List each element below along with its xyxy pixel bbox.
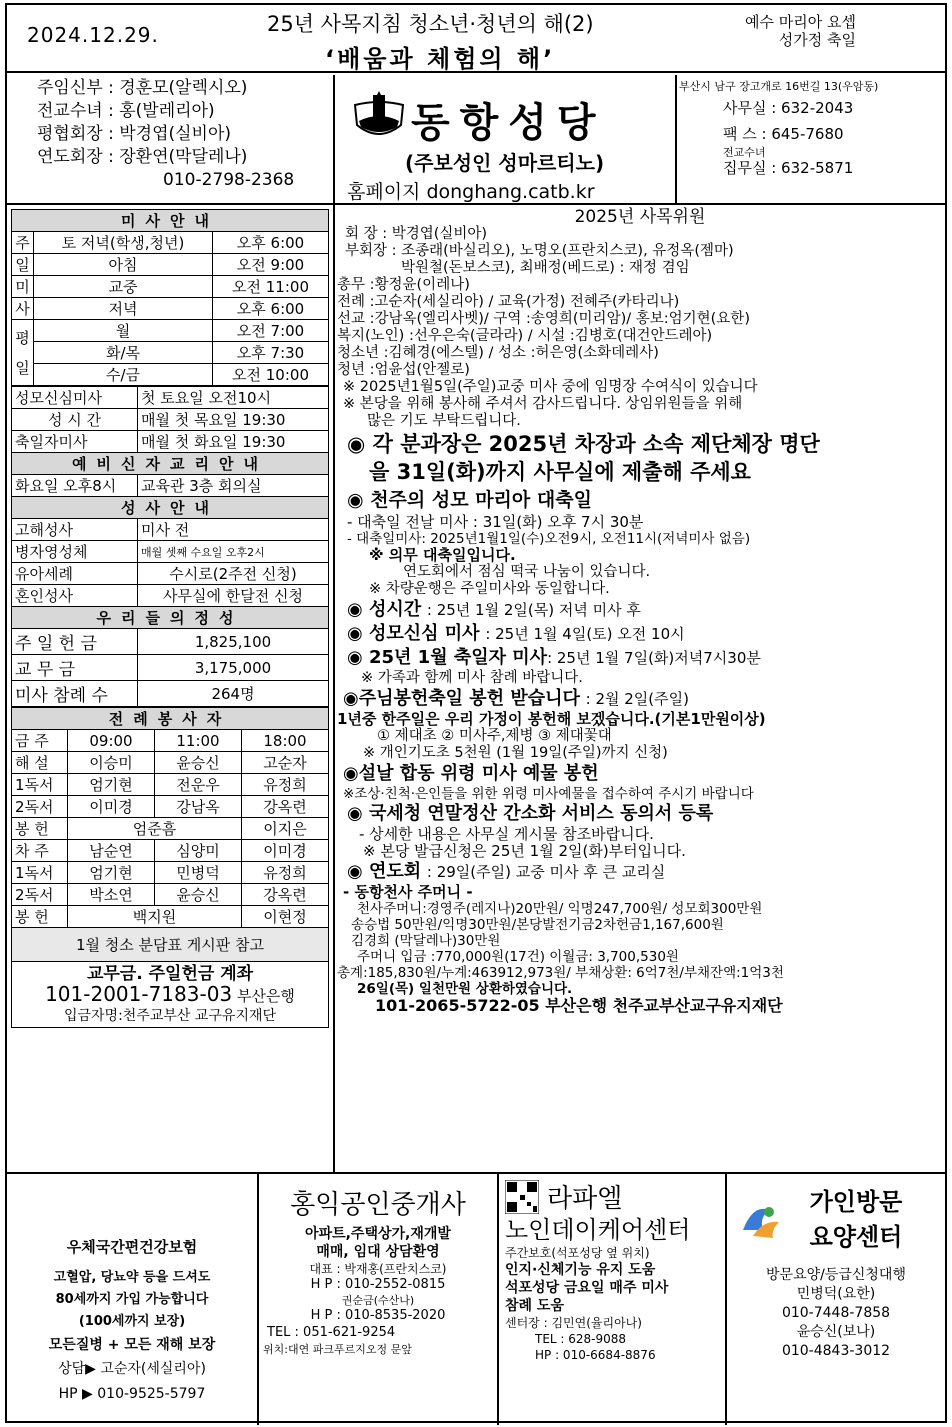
text-notices-n7: ◉ 25년 1월 축일자 미사 <box>347 647 548 668</box>
text-mass-weekday_label-0: 평 <box>15 328 30 347</box>
text-mass-sunday_label-3: 사 <box>12 298 34 320</box>
text-sacraments-rows-0-1: 미사 전 <box>138 519 329 541</box>
text-notices-n3: ◉ 각 분과장은 2025년 차장과 소속 제단체장 명단 <box>347 432 820 456</box>
text-servers-head-1: 09:00 <box>68 730 155 752</box>
text-notices-n8t: : 2월 2일(주일) <box>585 690 689 708</box>
text-sacraments-rows-0-0: 고해성사 <box>12 519 138 541</box>
text-notices-members-3: 총무 :황정윤(이레나) <box>337 277 470 293</box>
text-mass-sunday-0-0: 토 저녁(학생,청년) <box>34 232 213 254</box>
church-name: 동항성당 <box>411 100 606 146</box>
text-ads-a4-l5: 010-4843-3012 <box>781 1343 891 1359</box>
text-mass-sunday-1-0: 아침 <box>34 254 213 276</box>
text-servers-next_rows-2-0: 2독서 <box>12 884 68 906</box>
text-catechumen-row-0: 화요일 오후8시 <box>12 475 138 497</box>
text-ads-a2-l3: 대표 : 박재홍(프란치스코) <box>309 1262 447 1276</box>
text-notices-n12: - 동항천사 주머니 - <box>343 883 473 901</box>
homecare-logo-icon <box>739 1200 783 1240</box>
text-notices-n9: ◉설날 합동 위령 미사 예물 봉헌 <box>343 763 599 784</box>
text-notices-n8: ◉주님봉헌축일 봉헌 받습니다 <box>343 688 580 709</box>
text-servers-rows-2-1: 이미경 <box>68 796 155 818</box>
text-ads-a4-title1: 가인방문 <box>809 1188 903 1216</box>
text-ads-a1-l3: (100세까지 보장) <box>78 1314 186 1329</box>
feast-day <box>745 13 856 49</box>
text-ads-a1-title: 우체국간편건강보험 <box>66 1238 198 1256</box>
text-staff-3: 연도회장 : 장환연(막달레나) <box>37 147 248 167</box>
text-sacraments-rows-3-0: 혼인성사 <box>12 585 138 607</box>
text-notices-n11t: : 29일(주일) 교중 미사 후 큰 교리실 <box>426 863 666 881</box>
text-servers-rows-1-0: 1독서 <box>12 774 68 796</box>
text-ads-a2-l7: TEL : 051-621-9254 <box>267 1325 396 1340</box>
text-notices-n4c: ※ 의무 대축일입니다. <box>369 546 516 564</box>
text-notices-n4e: ※ 차량운행은 주일미사와 동일합니다. <box>369 581 610 597</box>
text-notices-n5: ◉ 성시간 <box>347 599 422 620</box>
text-mass-weekday-0-0: 월 <box>34 320 213 342</box>
text-mass-special-2-0: 축일자미사 <box>12 431 138 453</box>
text-sacraments-rows-3-1: 사무실에 한달전 신청 <box>138 585 329 607</box>
text-mass-special-0-0: 성모신심미사 <box>12 387 138 409</box>
text-offering-rows-0-0: 주 일 헌 금 <box>12 629 138 655</box>
text-ads-a4-title2: 요양센터 <box>809 1223 903 1251</box>
text-account-title: 교무금. 주일헌금 계좌 <box>86 963 254 984</box>
text-notices-members-5: 선교 :강남옥(엘리사벳)/ 구역 :송영희(미리암)/ 홍보:엄기현(요한) <box>337 311 750 327</box>
text-staff-1: 전교수녀 : 홍(발레리아) <box>37 101 215 121</box>
text-mass-special-0-1: 첫 토요일 오전10시 <box>138 387 329 409</box>
header <box>7 5 945 73</box>
text-ads-a4-l1: 방문요양/등급신청대행 <box>766 1267 906 1283</box>
text-notices-n12e: 총계:185,830원/누계:463912,973원/ 부채상환: 6억7천/부채잔액:1억3천 <box>337 965 784 981</box>
text-account-bank: 부산은행 <box>236 986 295 1005</box>
text-sacraments-rows-2-0: 유아세례 <box>12 563 138 585</box>
text-notices-n7b: ※ 가족과 함께 미사 참례 바랍니다. <box>361 670 583 686</box>
ad-homecare <box>727 1174 945 1425</box>
text-mass-sunday-3-0: 저녁 <box>34 298 213 320</box>
text-ads-a3-title2: 노인데이케어센터 <box>505 1216 691 1244</box>
text-ads-a1-l5: 상담▶ 고순자(세실리아) <box>58 1361 206 1377</box>
text-servers-rows-1-2: 전운우 <box>154 774 241 796</box>
text-notices-n12c: 김경희 (막달레나)30만원 <box>351 933 501 949</box>
text-header-feast2: 성가정 축일 <box>778 31 856 49</box>
text-mass-sunday-3-1: 오후 6:00 <box>213 298 329 320</box>
text-servers-rows-1-1: 엄기현 <box>68 774 155 796</box>
text-mass-sunday_label-2: 미 <box>12 276 34 298</box>
pastoral-theme: 25년 사목지침 청소년·청년의 해(2) <box>267 12 594 36</box>
text-ads-a3-l5: 센터장 : 김민연(율리아나) <box>505 1316 642 1330</box>
text-offering-rows-2-0: 미사 참례 수 <box>12 681 138 707</box>
text-servers-rows-2-0: 2독서 <box>12 796 68 818</box>
text-catechumen-row-1: 교육관 3층 회의실 <box>138 475 329 497</box>
text-ads-a2-l5: 권순금(수산나) <box>341 1294 415 1307</box>
text-servers-next_rows-0-1: 남순연 <box>68 840 155 862</box>
text-ads-a1-l6: HP ▶ 010-9525-5797 <box>58 1386 206 1402</box>
sister-phone: 집무실 : 632-5871 <box>723 159 854 177</box>
text-servers-offer1-2: 이지은 <box>241 818 328 840</box>
text-notices-members-6: 복지(노인) :선우은숙(글라라) / 시설 :김병호(대건안드레아) <box>337 328 713 344</box>
text-ads-a2-l2: 매매, 임대 상담환영 <box>316 1244 440 1260</box>
text-notices-n4a: - 대축일 전날 미사 : 31일(화) 오후 7시 30분 <box>347 513 644 531</box>
ad-insurance <box>7 1174 259 1425</box>
text-mass-special-2-1: 매월 첫 화요일 19:30 <box>138 431 329 453</box>
text-ads-a2-title: 홍익공인중개사 <box>290 1190 466 1220</box>
text-ads-a2-l8: 위치:대연 파크푸르지오정 문앞 <box>263 1343 412 1356</box>
text-servers-offer1-0: 봉 헌 <box>12 818 68 840</box>
text-notices-n10a: - 상세한 내용은 사무실 게시물 참조바랍니다. <box>359 825 654 843</box>
text-servers-rows-0-1: 이승미 <box>68 752 155 774</box>
address: 부산시 남구 장고개로 16번길 13(우암동) <box>679 80 879 93</box>
text-ads-a4-l3: 010-7448-7858 <box>781 1305 891 1321</box>
text-notices-n12d: 주머니 입금 :770,000원(17건) 이월금: 3,700,530원 <box>357 949 679 965</box>
servers-table <box>11 707 329 1028</box>
text-servers-next_rows-1-0: 1독서 <box>12 862 68 884</box>
text-notices-n1: ※ 2025년1월5일(주일)교중 미사 중에 임명장 수여식이 있습니다 <box>343 379 758 395</box>
text-offering-rows-1-1: 3,175,000 <box>138 655 329 681</box>
mass-schedule-table <box>11 209 329 386</box>
text-notices-n2b: 많은 기도 부탁드립니다. <box>367 413 521 429</box>
text-notices-n10: ◉ 국세청 연말정산 간소화 서비스 동의서 등록 <box>347 803 714 824</box>
contact-info <box>679 79 878 177</box>
text-mass-weekday-1-0: 화/목 <box>34 342 213 364</box>
text-notices-n8b: ① 제대초 ② 미사주,제병 ③ 제대꽃대 <box>377 728 612 744</box>
text-notices-n12f: 26일(목) 일천만원 상환하였습니다. <box>357 981 573 997</box>
text-notices-n12b: 송승법 50만원/익명30만원/본당발전기금2차헌금1,167,600원 <box>351 917 724 933</box>
text-notices-n9a: ※조상·친척·은인들을 위한 위령 미사예물을 접수하여 주시기 바랍니다 <box>343 786 754 802</box>
church-patron: (주보성인 성마르티노) <box>405 151 605 175</box>
text-servers-head-3: 18:00 <box>241 730 328 752</box>
text-servers-head-2: 11:00 <box>154 730 241 752</box>
homepage-link[interactable]: 홈페이지 donghang.catb.kr <box>347 181 595 203</box>
text-mass-special-1-0: 성 시 간 <box>12 409 138 431</box>
text-mass-sunday_label-0: 주 <box>12 232 34 254</box>
text-ads-a3-title1: 라파엘 <box>547 1184 623 1214</box>
office-phone: 사무실 : 632-2043 <box>723 99 854 117</box>
text-servers-offer2-1: 백지원 <box>68 906 242 928</box>
text-servers-next_rows-0-0: 차 주 <box>12 840 68 862</box>
catechumen-title: 예비신자교리안내 <box>12 453 329 475</box>
text-staff-2: 평협회장 : 박경엽(실비아) <box>37 124 232 144</box>
text-ads-a3-l7: HP : 010-6684-8876 <box>535 1348 656 1362</box>
qr-code-icon <box>505 1180 539 1214</box>
text-notices-members-2: 박원철(돈보스코), 최배정(베드로) : 재정 겸임 <box>401 260 690 276</box>
text-ads-a3-l6: TEL : 628-9088 <box>535 1332 627 1346</box>
text-ads-a2-l1: 아파트,주택상가,재개발 <box>305 1226 451 1242</box>
text-mass-sunday-2-1: 오전 11:00 <box>213 276 329 298</box>
text-notices-n11: ◉ 연도회 <box>347 861 422 882</box>
text-ads-a4-l4: 윤승신(보나) <box>796 1324 876 1340</box>
notices-title: 2025년 사목위원 <box>574 207 706 227</box>
text-servers-rows-0-2: 윤승신 <box>154 752 241 774</box>
text-notices-n4d: 연도회에서 점심 떡국 나눔이 있습니다. <box>403 564 651 580</box>
text-notices-members-0: 회 장 : 박경엽(실비아) <box>345 226 488 242</box>
text-account-number: 101-2001-7183-03 <box>45 981 233 1006</box>
text-mass-weekday-2-0: 수/금 <box>34 364 213 386</box>
text-servers-next_rows-1-1: 엄기현 <box>68 862 155 884</box>
text-servers-rows-0-3: 고순자 <box>241 752 328 774</box>
text-servers-next_rows-1-2: 민병덕 <box>154 862 241 884</box>
left-column <box>11 209 329 1028</box>
text-ads-a1-l2: 80세까지 가입 가능합니다 <box>55 1292 209 1307</box>
text-header-feast1: 예수 마리아 요셉 <box>745 13 856 31</box>
ad-daycare <box>499 1174 727 1425</box>
text-account-holder: 입금자명:천주교부산 교구유지재단 <box>63 1007 277 1024</box>
text-notices-n4b: - 대축일미사: 2025년1월1일(수)오전9시, 오전11시(저녁미사 없음) <box>347 531 751 547</box>
text-servers-offer2-0: 봉 헌 <box>12 906 68 928</box>
text-notices-members-1: 부회장 : 조종래(바실리오), 노명오(프란치스코), 유정옥(젬마) <box>345 243 734 259</box>
servers-title: 전례봉사자 <box>12 708 329 730</box>
church-emblem-icon <box>351 91 407 143</box>
text-offering-rows-0-1: 1,825,100 <box>138 629 329 655</box>
bulletin-page <box>5 3 947 1423</box>
church-info <box>7 75 945 205</box>
text-notices-n10b: ※ 본당 발급신청은 25년 1월 2일(화)부터입니다. <box>363 842 686 860</box>
ad-realestate <box>259 1174 499 1425</box>
text-notices-n12a: 천사주머니:경영주(레지나)20만원/ 익명247,700원/ 성모회300만원 <box>357 901 763 917</box>
text-notices-n8c: ※ 개인기도초 5천원 (1월 19일(주일)까지 신청) <box>363 745 668 761</box>
staff-list <box>37 77 294 192</box>
text-ads-a2-l4: H P : 010-2552-0815 <box>310 1277 446 1292</box>
text-servers-offer1-1: 엄준흠 <box>68 818 242 840</box>
text-servers-rows-2-2: 강남옥 <box>154 796 241 818</box>
text-sacraments-rows-2-1: 수시로(2주전 신청) <box>138 563 329 585</box>
text-ads-a3-l4: 참례 도움 <box>505 1298 564 1314</box>
text-mass-sunday_label-1: 일 <box>12 254 34 276</box>
text-servers-next_rows-2-3: 강옥련 <box>241 884 328 906</box>
text-offering-rows-1-0: 교 무 금 <box>12 655 138 681</box>
text-notices-n7t: : 25년 1월 7일(화)저녁7시30분 <box>547 649 761 667</box>
text-servers-next_rows-2-2: 윤승신 <box>154 884 241 906</box>
text-sacraments-rows-1-1: 매월 셋째 수요일 오후2시 <box>138 541 329 563</box>
text-mass-weekday_label-1: 일 <box>15 358 30 377</box>
text-mass-weekday-2-1: 오전 10:00 <box>213 364 329 386</box>
text-sacraments-rows-1-0: 병자영성체 <box>12 541 138 563</box>
notices <box>337 209 943 1014</box>
ads-row <box>7 1172 945 1423</box>
text-mass-sunday-2-0: 교중 <box>34 276 213 298</box>
text-notices-members-8: 청년 :엄윤섭(안젤로) <box>337 362 470 378</box>
text-notices-n2: ※ 본당을 위해 봉사해 주셔서 감사드립니다. 상임위원들을 위해 <box>343 396 743 412</box>
text-servers-next_rows-1-3: 유정희 <box>241 862 328 884</box>
text-notices-members-7: 청소년 :김혜경(에스텔) / 성소 :허은영(소화데레사) <box>337 345 659 361</box>
text-servers-next_rows-0-3: 이미경 <box>241 840 328 862</box>
text-ads-a3-l3: 석포성당 금요일 매주 미사 <box>505 1280 669 1296</box>
text-ads-a4-l2: 민병덕(요한) <box>796 1286 876 1302</box>
text-notices-n6: ◉ 성모신심 미사 <box>347 623 480 644</box>
text-contact-sister_label: 전교수녀 <box>723 146 766 159</box>
cleaning-note: 1월 청소 분담표 게시판 참고 <box>12 928 329 962</box>
text-servers-head-0: 금 주 <box>12 730 68 752</box>
text-ads-a1-l1: 고혈압, 당뇨약 등을 드셔도 <box>53 1270 211 1285</box>
text-servers-offer2-2: 이현정 <box>241 906 328 928</box>
account-info <box>12 962 329 1028</box>
text-ads-a3-l1: 주간보호(석포성당 옆 위치) <box>505 1246 650 1260</box>
special-mass-table <box>11 386 329 707</box>
year-theme: ‘배움과 체험의 해’ <box>325 45 556 73</box>
mass-title: 미사안내 <box>12 210 329 232</box>
text-notices-n5t: : 25년 1월 2일(목) 저녁 미사 후 <box>426 601 641 619</box>
fax-number: 팩 스 : 645-7680 <box>723 125 844 143</box>
text-mass-sunday-1-1: 오전 9:00 <box>213 254 329 276</box>
text-notices-n3b: 을 31일(화)까지 사무실에 제출해 주세요 <box>369 460 751 484</box>
staff-phone: 010-2798-2368 <box>163 170 295 190</box>
text-staff-0: 주임신부 : 경훈모(알렉시오) <box>37 78 248 98</box>
bulletin-date: 2024.12.29. <box>27 23 159 47</box>
text-notices-n8a: 1년중 한주일은 우리 가정이 봉헌해 보겠습니다.(기본1만원이상) <box>337 710 766 728</box>
text-servers-rows-1-3: 유정희 <box>241 774 328 796</box>
text-servers-rows-2-3: 강옥련 <box>241 796 328 818</box>
text-ads-a1-l4: 모든질병 + 모든 재해 보장 <box>48 1337 216 1353</box>
text-servers-next_rows-2-1: 박소연 <box>68 884 155 906</box>
text-mass-weekday-0-1: 오전 7:00 <box>213 320 329 342</box>
text-offering-rows-2-1: 264명 <box>138 681 329 707</box>
text-servers-next_rows-0-2: 심양미 <box>154 840 241 862</box>
text-notices-n4: ◉ 천주의 성모 마리아 대축일 <box>347 489 592 511</box>
text-notices-n6t: : 25년 1월 4일(토) 오전 10시 <box>485 625 685 643</box>
text-mass-special-1-1: 매월 첫 목요일 19:30 <box>138 409 329 431</box>
text-ads-a3-l2: 인지·신체기능 유지 도움 <box>505 1262 656 1278</box>
offering-title: 우리들의정성 <box>12 607 329 629</box>
sacraments-title: 성사안내 <box>12 497 329 519</box>
text-ads-a2-l6: H P : 010-8535-2020 <box>310 1308 446 1323</box>
church-logo-block <box>345 81 675 201</box>
text-notices-n12g: 101-2065-5722-05 부산은행 천주교부산교구유지재단 <box>375 996 783 1015</box>
text-mass-sunday-0-1: 오후 6:00 <box>213 232 329 254</box>
text-mass-weekday-1-1: 오후 7:30 <box>213 342 329 364</box>
text-servers-rows-0-0: 해 설 <box>12 752 68 774</box>
text-notices-members-4: 전례 :고순자(세실리아) / 교육(가정) 전혜주(카타리나) <box>337 294 680 310</box>
